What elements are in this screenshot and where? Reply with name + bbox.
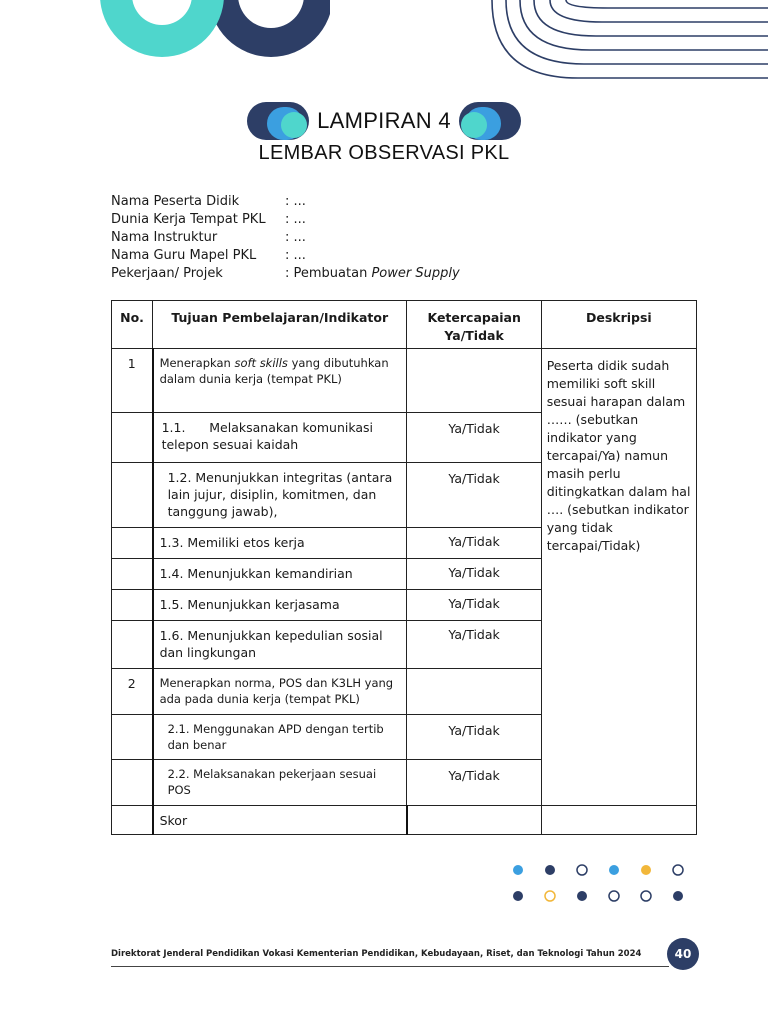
indicator-cell: [153, 559, 407, 590]
indicator-cell: [153, 528, 407, 559]
indicator-cell: [153, 463, 407, 528]
status-cell: [407, 590, 541, 621]
top-circles-decoration: [100, 0, 330, 70]
row-number: [112, 715, 153, 760]
status-cell: [407, 669, 541, 715]
description-cell: [541, 349, 696, 806]
observation-table: [111, 300, 697, 835]
header-tujuan: Tujuan Pembelajaran/Indikator: [153, 301, 407, 349]
page-number: 40: [667, 938, 699, 970]
student-info: [111, 193, 460, 283]
row-number: [112, 463, 153, 528]
row-number: [112, 590, 153, 621]
indicator-cell: [153, 621, 407, 669]
objective-text-pre: Menerapkan: [159, 356, 235, 370]
objective-cell: [153, 349, 407, 413]
table-header-row: [112, 301, 697, 349]
info-label: Nama Peserta Didik: [111, 194, 240, 209]
info-row: [111, 265, 460, 283]
info-label: Dunia Kerja Tempat PKL: [111, 212, 266, 227]
right-title-ornament: [459, 100, 521, 142]
status-cell: [407, 528, 541, 559]
info-label: Pekerjaan/ Projek: [111, 266, 223, 281]
info-row: [111, 211, 460, 229]
indicator-cell: [153, 715, 407, 760]
left-title-ornament: [247, 100, 309, 142]
objective-text: Menerapkan norma, POS dan K3LH yang ada pada dunia kerja (tempat PKL): [159, 676, 394, 706]
table-row-skor: [112, 806, 697, 835]
info-row: [111, 193, 460, 211]
row-number: [112, 413, 153, 463]
objective-text-post: yang dibutuhkan dalam dunia kerja (tempat PKL): [159, 356, 389, 386]
row-number: [112, 349, 153, 413]
status-text: Ya/Tidak: [448, 534, 500, 549]
arcs-decoration: [488, 0, 768, 80]
indicator-cell: [153, 760, 407, 806]
skor-label: Skor: [159, 813, 188, 828]
dots-decoration: [510, 862, 690, 906]
status-cell: [407, 559, 541, 590]
info-value: : ...: [285, 230, 306, 245]
indicator-text: 1.2. Menunjukkan integritas (antara lain jujur, disiplin, komitmen, dan tanggung jawab),: [167, 470, 393, 519]
skor-description-cell: [541, 806, 696, 835]
info-label: Nama Instruktur: [111, 230, 218, 245]
info-value: [285, 265, 460, 283]
title-block: [0, 100, 768, 165]
objective-text: [154, 349, 407, 391]
status-cell: [407, 715, 541, 760]
footer-divider: [111, 966, 669, 967]
info-row: [111, 229, 460, 247]
row-number: [112, 528, 153, 559]
indicator-text: 1.3. Memiliki etos kerja: [159, 535, 305, 550]
row-number: [112, 621, 153, 669]
info-row: [111, 247, 460, 265]
status-cell: [407, 760, 541, 806]
status-text: Ya/Tidak: [448, 596, 500, 611]
info-value-prefix: : Pembuatan: [285, 266, 372, 281]
row-number-text: 1: [127, 356, 136, 371]
indicator-text: 1.5. Menunjukkan kerjasama: [159, 597, 340, 612]
header-ketercapaian: Ketercapaian Ya/Tidak: [407, 301, 541, 349]
row-number: [112, 669, 153, 715]
status-text: Ya/Tidak: [448, 471, 500, 486]
status-text: Ya/Tidak: [448, 565, 500, 580]
header-no: No.: [112, 301, 153, 349]
skor-status-cell: [407, 806, 541, 835]
indicator-cell: [153, 413, 407, 463]
indicator-text: 2.1. Menggunakan APD dengan tertib dan benar: [167, 722, 384, 752]
description-text: Peserta didik sudah memiliki soft skill sesuai harapan dalam …… (sebutkan indikator yang tercapai/Ya) namun masih perlu ditingkatkan dalam hal …. (sebutkan indikator yang tidak tercapai/Tidak): [546, 358, 691, 553]
row-number: [112, 806, 153, 835]
indicator-text: 2.2. Melaksanakan pekerjaan sesuai POS: [167, 767, 377, 797]
info-value: : ...: [285, 194, 306, 209]
row-number-text: 2: [127, 676, 136, 691]
skor-cell: [153, 806, 407, 835]
objective-text-italic: soft skills: [234, 356, 288, 370]
indicator-text: 1.4. Menunjukkan kemandirian: [159, 566, 353, 581]
footer-text: Direktorat Jenderal Pendidikan Vokasi Kementerian Pendidikan, Kebudayaan, Riset, dan Teknologi Tahun 2024: [111, 949, 642, 959]
table-row: [112, 349, 697, 413]
status-text: Ya/Tidak: [448, 627, 500, 642]
objective-cell: [153, 669, 407, 715]
info-value-italic: Power Supply: [371, 266, 460, 281]
page-subtitle: LEMBAR OBSERVASI PKL: [258, 142, 510, 164]
info-label: Nama Guru Mapel PKL: [111, 248, 257, 263]
status-text: Ya/Tidak: [448, 421, 500, 436]
status-cell: [407, 349, 541, 413]
status-cell: [407, 463, 541, 528]
status-text: Ya/Tidak: [448, 768, 500, 783]
header-deskripsi: Deskripsi: [541, 301, 696, 349]
row-number: [112, 559, 153, 590]
indicator-text: 1.6. Menunjukkan kepedulian sosial dan lingkungan: [159, 628, 383, 660]
indicator-text: 1.1. Melaksanakan komunikasi telepon sesuai kaidah: [161, 420, 378, 452]
status-cell: [407, 413, 541, 463]
status-cell: [407, 621, 541, 669]
page-title: LAMPIRAN 4: [317, 108, 451, 133]
indicator-cell: [153, 590, 407, 621]
status-text: Ya/Tidak: [448, 723, 500, 738]
info-value: : ...: [285, 212, 306, 227]
info-value: : ...: [285, 248, 306, 263]
row-number: [112, 760, 153, 806]
